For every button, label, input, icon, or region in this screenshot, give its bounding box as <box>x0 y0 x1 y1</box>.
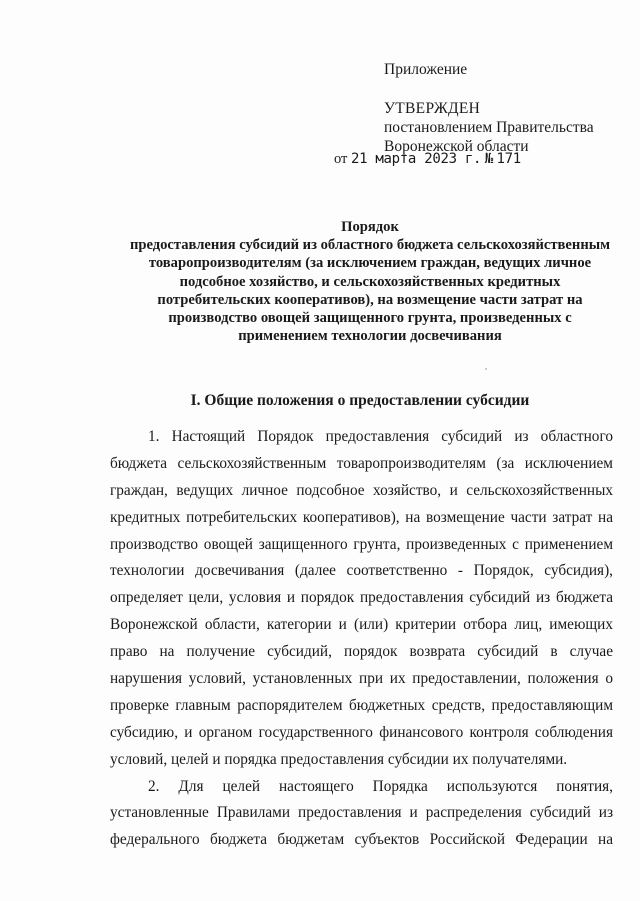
paragraph-line: технологии досвечивания (далее соответственно - Порядок, субсидия), <box>110 562 613 580</box>
approved-by-line-1: постановлением Правительства <box>384 119 594 136</box>
paragraph-line: право на получение субсидий, порядок возврата субсидий в случае <box>110 643 613 661</box>
decree-date: 21 марта 2023 г. <box>351 151 482 167</box>
paragraph-line: определяет цели, условия и порядок предоставления субсидий из бюджета <box>110 589 613 607</box>
title-line: потребительских кооперативов), на возмещение части затрат на <box>157 291 583 308</box>
paragraph-line: 1. Настоящий Порядок предоставления субсидий из областного <box>148 428 613 445</box>
paragraph-line: производство овощей защищенного грунта, произведенных с применением <box>110 535 613 553</box>
paragraph-line: проверке главным распорядителем бюджетных средств, предоставляющим <box>110 696 613 714</box>
decree-number-sign: № <box>484 151 493 167</box>
approved-by-line-2: Воронежской области <box>384 138 529 155</box>
decree-date-number <box>334 151 521 168</box>
title-line: подсобное хозяйство, и сельскохозяйственных кредитных <box>179 273 561 290</box>
scan-speck <box>485 368 487 370</box>
body-text <box>110 424 613 854</box>
paragraph-line: бюджета сельскохозяйственным товаропроизводителям (за исключением <box>110 454 613 472</box>
appendix-label: Приложение <box>384 61 468 78</box>
title-line: применением технологии досвечивания <box>238 328 502 345</box>
title-line: производство овощей защищенного грунта, произведенных с <box>168 310 572 327</box>
paragraph-line: Воронежской области, категории и (или) критерии отбора лиц, имеющих <box>110 616 613 634</box>
paragraph-line: 2. Для целей настоящего Порядка используются понятия, <box>148 777 613 795</box>
decree-number: 171 <box>496 151 521 167</box>
paragraph-line: федерального бюджета бюджетам субъектов Российской Федерации на <box>110 831 613 849</box>
decree-from: от <box>334 151 348 167</box>
approval-block <box>384 60 624 156</box>
approved-label: УТВЕРЖДЕН <box>384 100 481 117</box>
document-title <box>100 218 640 345</box>
paragraph-line: субсидию, и органом государственного финансового контроля соблюдения <box>110 723 613 741</box>
title-line: предоставления субсидий из областного бюджета сельскохозяйственным <box>129 237 611 254</box>
paragraph-line: нарушения условий, установленных при их предоставлении, положения о <box>110 670 613 688</box>
paragraph-line: граждан, ведущих личное подсобное хозяйство, и сельскохозяйственных <box>110 481 613 499</box>
title-line: товаропроизводителям (за исключением граждан, ведущих личное <box>148 255 592 272</box>
paragraph-line: установленные Правилами предоставления и распределения субсидий из <box>110 804 613 822</box>
section-heading: I. Общие положения о предоставлении субсидии <box>190 392 530 409</box>
title-line: Порядок <box>341 219 399 235</box>
paragraph-line: условий, целей и порядка предоставления субсидии их получателями. <box>110 750 568 768</box>
paragraph-line: кредитных потребительских кооперативов), на возмещение части затрат на <box>110 508 613 526</box>
